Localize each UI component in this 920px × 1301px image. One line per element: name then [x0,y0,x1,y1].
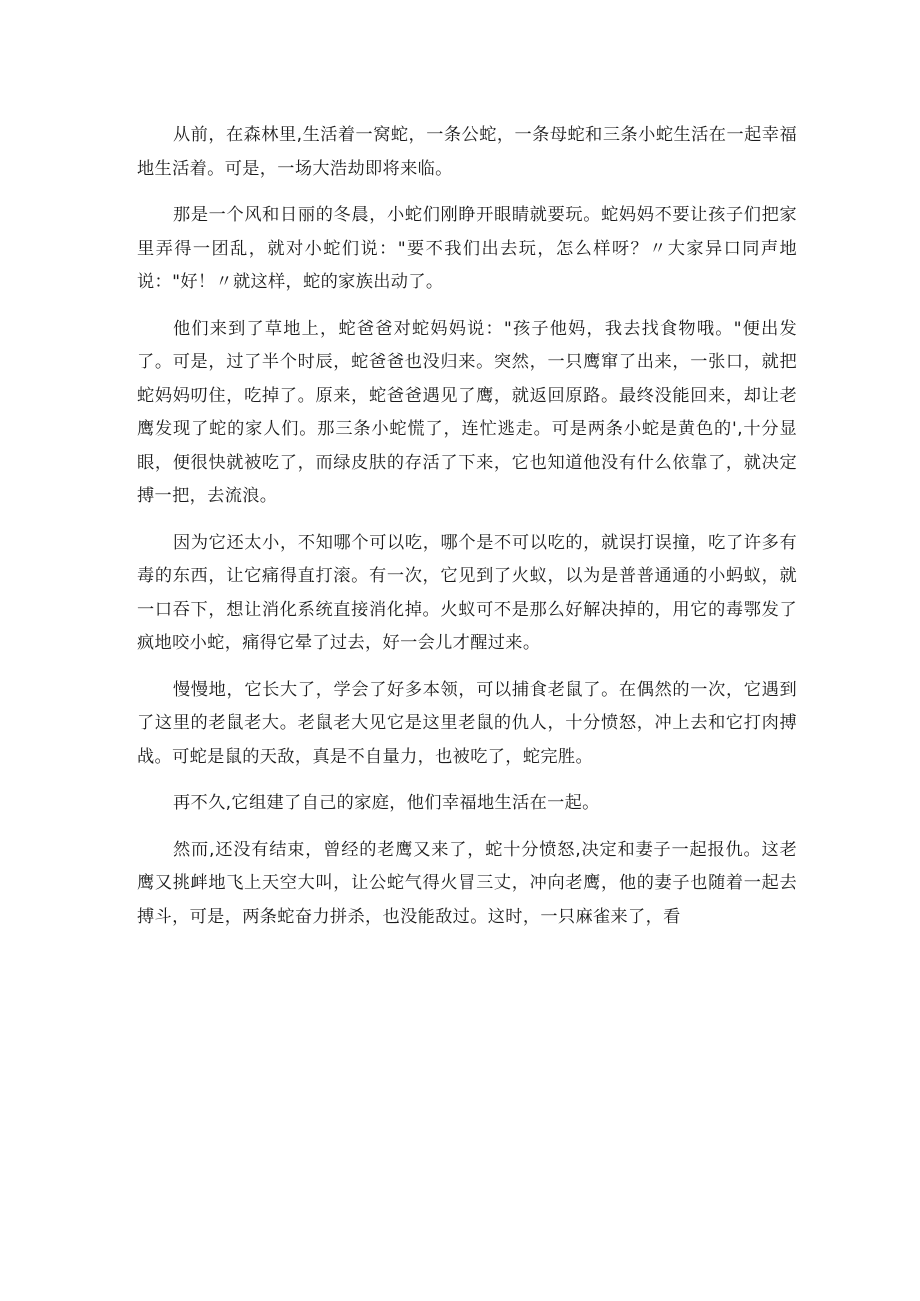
paragraph-2: 那是一个风和日丽的冬晨，小蛇们刚睁开眼睛就要玩。蛇妈妈不要让孩子们把家里弄得一团乱，就对小蛇们说："要不我们出去玩，怎么样呀？〃大家异口同声地说："好！〃就这样，蛇的家族出动了。 [137,205,797,292]
paragraph-6: 再不久,它组建了自己的家庭，他们幸福地生活在一起。 [173,793,600,813]
paragraph-1: 从前，在森林里,生活着一窝蛇，一条公蛇，一条母蛇和三条小蛇生活在一起幸福地生活着。可是，一场大浩劫即将来临。 [137,125,797,179]
paragraph-3: 他们来到了草地上，蛇爸爸对蛇妈妈说："孩子他妈，我去找食物哦。"便出发了。可是，过了半个时辰，蛇爸爸也没归来。突然，一只鹰窜了出来，一张口，就把蛇妈妈叨住，吃掉了。原来，蛇爸爸遇见了鹰，就返回原路。最终没能回来，却让老鹰发现了蛇的家人们。那三条小蛇慌了，连忙逃走。可是两条小蛇是黄色的',十分显眼，便很快就被吃了，而绿皮肤的存活了下来，它也知道他没有什么依靠了，就决定搏一把，去流浪。 [137,318,797,506]
paragraph-5: 慢慢地，它长大了，学会了好多本领，可以捕食老鼠了。在偶然的一次，它遇到了这里的老鼠老大。老鼠老大见它是这里老鼠的仇人，十分愤怒，冲上去和它打肉搏战。可蛇是鼠的天敌，真是不自量力，也被吃了，蛇完胜。 [137,679,797,767]
paragraph-7: 然而,还没有结束，曾经的老鹰又来了，蛇十分愤怒,决定和妻子一起报仇。这老鹰又挑衅地飞上天空大叫，让公蛇气得火冒三丈，冲向老鹰，他的妻子也随着一起去搏斗，可是，两条蛇奋力拼杀，也没能敌过。这时，一只麻雀来了，看 [137,839,797,927]
story-body [137,119,797,947]
paragraph-4: 因为它还太小，不知哪个可以吃，哪个是不可以吃的，就误打误撞，吃了许多有毒的东西，让它痛得直打滚。有一次，它见到了火蚁，以为是普普通通的小蚂蚁，就一口吞下，想让消化系统直接消化掉。火蚁可不是那么好解决掉的，用它的毒鄂发了疯地咬小蛇，痛得它晕了过去，好一会儿才醒过来。 [137,532,797,653]
